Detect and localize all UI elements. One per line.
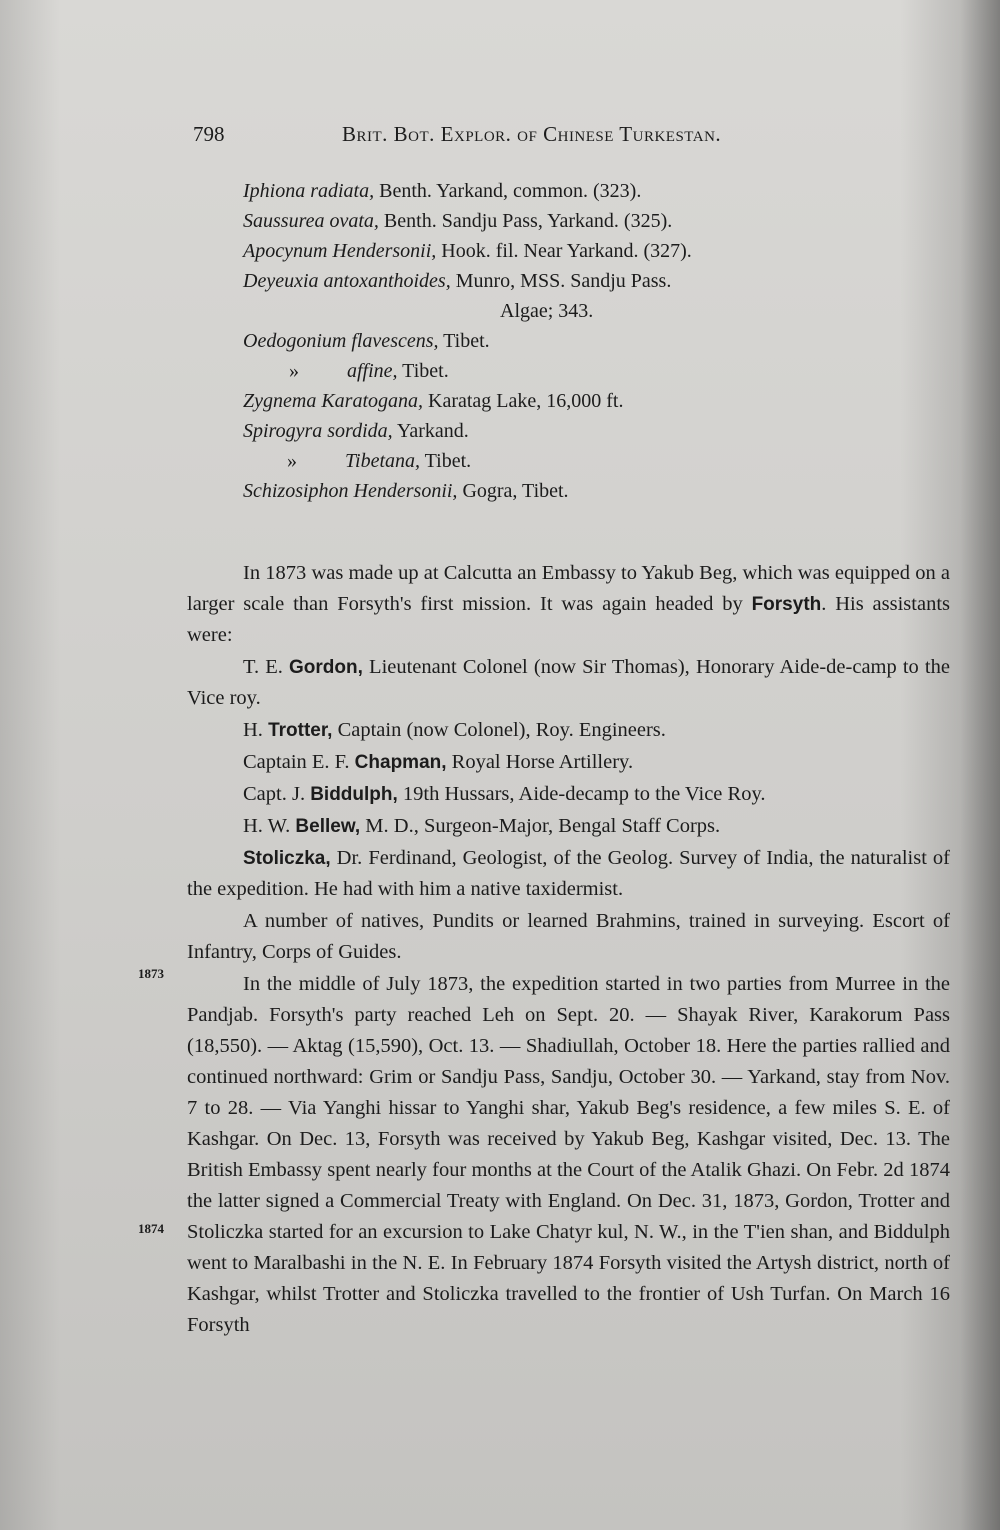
person-name: Bellew,	[295, 816, 361, 837]
person-name: Forsyth	[751, 594, 822, 615]
species-entry: Apocynum Hendersonii, Hook. fil. Near Yarkand. (327).	[243, 240, 692, 262]
person-name: Chapman,	[354, 752, 447, 773]
margin-year-note: 1874	[138, 1221, 164, 1236]
algae-heading: Algae; 343.	[500, 300, 594, 322]
paragraph-embassy: In 1873 was made up at Calcutta an Embassy to Yakub Beg, which was equipped on a larger scale than Forsyth's first mission. It was again headed by Forsyth. His assistants were:	[187, 562, 950, 646]
paragraph-assistant: T. E. Gordon, Lieutenant Colonel (now Sir Thomas), Honorary Aide-de-camp to the Vice roy.	[187, 656, 950, 709]
algae-entry: Spirogyra sordida, Yarkand.	[243, 420, 469, 442]
algae-entry: » affine, Tibet.	[243, 356, 963, 386]
algae-entry: Zygnema Karatogana, Karatag Lake, 16,000 ft.	[243, 390, 624, 412]
species-list	[243, 176, 963, 506]
page-header	[193, 122, 953, 154]
species-entry: Iphiona radiata, Benth. Yarkand, common. (323).	[243, 180, 642, 202]
paragraph-assistant: Capt. J. Biddulph, 19th Hussars, Aide-decamp to the Vice Roy.	[243, 783, 766, 805]
algae-entry: Oedogonium flavescens, Tibet.	[243, 330, 490, 352]
paragraph-assistant: H. W. Bellew, M. D., Surgeon-Major, Bengal Staff Corps.	[243, 815, 721, 837]
paragraph-stoliczka: Stoliczka, Dr. Ferdinand, Geologist, of the Geolog. Survey of India, the naturalist of the expedition. He had with him a native taxidermist.	[187, 847, 950, 900]
algae-entry: Schizosiphon Hendersonii, Gogra, Tibet.	[243, 480, 569, 502]
person-name: Biddulph,	[310, 784, 398, 805]
paragraph-expedition: In the middle of July 1873, the expedition started in two parties from Murree in the Pandjab. Forsyth's party reached Leh on Sept. 20. — Shayak River, Karakorum Pass (18,550). — Aktag (15,590), Oct. 13. — Shadiullah, October 18. Here the parties rallied and continued northward: Grim or Sandju Pass, Sandju, October 30. — Yarkand, stay from Nov. 7 to 28. — Via Yanghi hissar to Yanghi shar, Yakub Beg's residence, a few miles S. E. of Kashgar. On Dec. 13, Forsyth was received by Yakub Beg, Kashgar visited, Dec. 13. The British Embassy spent nearly four months at the Court of the Atalik Ghazi. On Febr. 2d 1874 the latter signed a Commercial Treaty with England. On Dec. 31, 1873, Gordon, Trotter and Stoliczka started for an excursion to Lake Chatyr kul, N. W., in the T'ien shan, and Biddulph went to Maralbashi in the N. E. In February 1874 Forsyth visited the Artysh district, north of Kashgar, whilst Trotter and Stoliczka travelled to the frontier of Ush Turfan. On March 16 Forsyth	[187, 973, 950, 1336]
page-gutter-shadow	[960, 0, 1000, 1530]
running-title: Brit. Bot. Explor. of Chinese Turkestan.	[342, 122, 722, 146]
ditto-mark: »	[287, 450, 297, 472]
algae-entry: » Tibetana, Tibet.	[243, 446, 963, 476]
species-entry: Saussurea ovata, Benth. Sandju Pass, Yarkand. (325).	[243, 210, 673, 232]
person-name: Stoliczka,	[243, 848, 331, 869]
body-text	[187, 558, 950, 1342]
paragraph-assistant: Captain E. F. Chapman, Royal Horse Artillery.	[243, 751, 634, 773]
paragraph-assistant: H. Trotter, Captain (now Colonel), Roy. Engineers.	[243, 719, 666, 741]
species-entry: Deyeuxia antoxanthoides, Munro, MSS. Sandju Pass.	[243, 270, 672, 292]
ditto-mark: »	[289, 360, 299, 382]
person-name: Trotter,	[268, 720, 333, 741]
page-number: 798	[193, 122, 225, 146]
margin-year-note: 1873	[138, 966, 164, 981]
paragraph-natives: A number of natives, Pundits or learned Brahmins, trained in surveying. Escort of Infantry, Corps of Guides.	[187, 910, 950, 963]
person-name: Gordon,	[289, 657, 363, 678]
